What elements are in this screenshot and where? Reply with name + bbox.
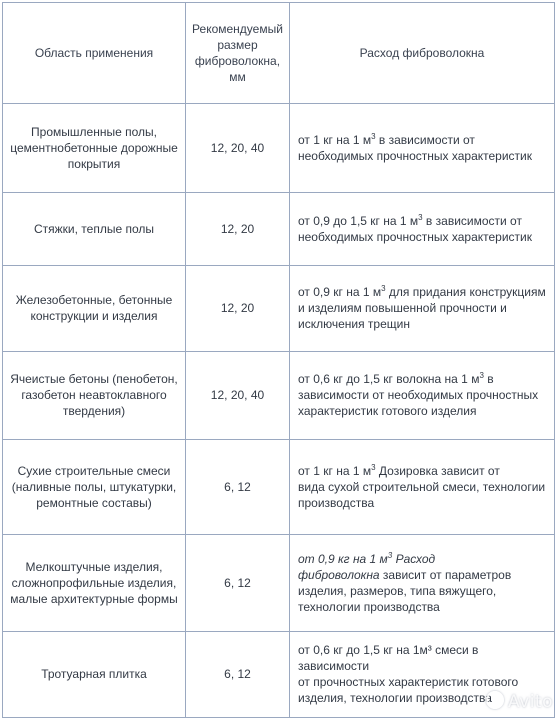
avito-logo-icon <box>486 691 504 709</box>
watermark-text: Avito <box>508 692 553 712</box>
area-line: твердения) <box>62 404 126 419</box>
cell-fiber-consumption <box>290 265 555 351</box>
consumption-line <box>298 132 548 148</box>
cell-fiber-consumption <box>290 535 555 631</box>
cell-application-area <box>3 440 186 535</box>
consumption-text: технологии производства <box>298 600 440 615</box>
cell-fiber-size: 6, 12 <box>186 440 290 535</box>
consumption-line <box>298 479 548 495</box>
consumption-line <box>298 284 548 300</box>
consumption-text: необходимых прочностных характеристик <box>298 229 532 244</box>
area-line: покрытия <box>67 157 121 172</box>
consumption-text: от 1 кг на 1 м <box>298 464 372 479</box>
consumption-text: от 0,9 кг на 1 м <box>298 552 388 567</box>
consumption-text: характеристик готового изделия <box>298 404 477 419</box>
header-fiber-size-line: Рекомендуемый <box>192 22 283 36</box>
cell-application-area <box>3 265 186 351</box>
cell-fiber-consumption <box>290 104 555 193</box>
consumption-line <box>298 567 548 583</box>
unit-superscript: 3 <box>381 284 386 294</box>
consumption-line <box>298 495 548 511</box>
unit-superscript: 3 <box>371 132 376 142</box>
consumption-text: от прочностных характеристик готового <box>298 675 519 690</box>
area-line: Ячеистые бетоны (пенобетон, <box>10 372 178 387</box>
consumption-line <box>298 148 548 164</box>
consumption-text: от 0,9 до 1,5 кг на 1 м <box>298 213 419 228</box>
area-line: Тротуарная плитка <box>41 667 147 682</box>
header-fiber-size <box>186 3 290 104</box>
unit-superscript: 3 <box>479 371 484 381</box>
consumption-line <box>298 674 548 690</box>
table-row <box>3 193 555 265</box>
cell-fiber-size: 6, 12 <box>186 631 290 717</box>
cell-application-area <box>3 535 186 631</box>
cell-application-area <box>3 193 186 265</box>
area-line: малые архитектурные формы <box>10 592 178 607</box>
consumption-text: в зависимости от <box>375 133 475 148</box>
area-line: цементнобетонные дорожные <box>10 141 178 156</box>
consumption-line <box>298 300 548 316</box>
area-line: газобетон неавтоклавного <box>21 388 167 403</box>
consumption-line <box>298 371 548 387</box>
table-row <box>3 440 555 535</box>
consumption-text: Дозировка зависит от <box>375 464 500 479</box>
fiber-consumption-table <box>2 2 555 718</box>
cell-fiber-size: 12, 20, 40 <box>186 351 290 439</box>
table-row <box>3 104 555 193</box>
cell-fiber-consumption <box>290 440 555 535</box>
area-line: ремонтные составы) <box>36 496 152 511</box>
consumption-text: от 0,6 кг до 1,5 кг волокна на 1 м <box>298 372 480 387</box>
consumption-text: и изделиям повышенной прочности и <box>298 301 507 316</box>
area-line: конструкции и изделия <box>30 309 158 324</box>
consumption-text: вида сухой строительной смеси, технологии <box>298 480 546 495</box>
area-line: Сухие строительные смеси <box>17 464 171 479</box>
consumption-text: Расход <box>392 552 436 567</box>
table-row <box>3 631 555 717</box>
header-application-area: Область применения <box>3 3 186 104</box>
unit-superscript: 3 <box>387 551 393 561</box>
consumption-text: от 0,9 кг на 1 м <box>298 285 382 300</box>
cell-fiber-size: 12, 20 <box>186 265 290 351</box>
consumption-line <box>298 403 548 419</box>
area-line: сложнопрофильные изделия, <box>11 576 177 591</box>
cell-application-area <box>3 631 186 717</box>
header-fiber-size-line: фиброволокна, <box>194 54 281 68</box>
table-header-row <box>3 3 555 104</box>
consumption-text: для придания конструкциям <box>385 285 546 300</box>
area-line: Стяжки, теплые полы <box>33 221 154 236</box>
consumption-text: изделия, технологии производства <box>298 691 492 706</box>
header-fiber-size-line: мм <box>229 70 246 84</box>
consumption-text: необходимых прочностных характеристик <box>298 149 532 164</box>
consumption-text: от 0,6 кг до 1,5 кг на 1м³ смеси в зависимости <box>298 643 479 674</box>
cell-fiber-consumption <box>290 193 555 265</box>
avito-watermark <box>486 691 553 712</box>
table-row <box>3 265 555 351</box>
consumption-text: изделия, размеров, типа вяжущего, <box>298 584 497 599</box>
consumption-line <box>298 213 548 229</box>
consumption-line <box>298 599 548 615</box>
table-row <box>3 351 555 439</box>
cell-application-area <box>3 351 186 439</box>
consumption-line <box>298 551 548 567</box>
cell-fiber-size: 12, 20, 40 <box>186 104 290 193</box>
consumption-line <box>298 229 548 245</box>
consumption-line <box>298 642 548 674</box>
cell-fiber-size: 12, 20 <box>186 193 290 265</box>
consumption-text: в зависимости от <box>422 213 522 228</box>
consumption-text: производства <box>298 496 375 511</box>
header-fiber-size-line: размер <box>217 38 258 52</box>
consumption-text: зависимости от необходимых прочностных <box>298 388 539 403</box>
area-line: Промышленные полы, <box>31 125 157 140</box>
consumption-text: в <box>483 372 494 387</box>
consumption-text: зависит от параметров <box>379 568 512 583</box>
unit-superscript: 3 <box>371 463 376 473</box>
consumption-text: фиброволокна <box>298 568 380 583</box>
cell-fiber-consumption <box>290 351 555 439</box>
area-line: (наливные полы, штукатурки, <box>11 480 177 495</box>
consumption-line <box>298 463 548 479</box>
consumption-text: от 1 кг на 1 м <box>298 133 372 148</box>
table-row <box>3 535 555 631</box>
area-line: Мелкоштучные изделия, <box>25 560 163 575</box>
area-line: Железобетонные, бетонные <box>15 293 173 308</box>
consumption-line <box>298 583 548 599</box>
unit-superscript: 3 <box>418 212 423 222</box>
cell-application-area <box>3 104 186 193</box>
consumption-line <box>298 387 548 403</box>
consumption-text: исключения трещин <box>298 317 410 332</box>
header-fiber-consumption: Расход фиброволокна <box>290 3 555 104</box>
consumption-line <box>298 316 548 332</box>
cell-fiber-size: 6, 12 <box>186 535 290 631</box>
